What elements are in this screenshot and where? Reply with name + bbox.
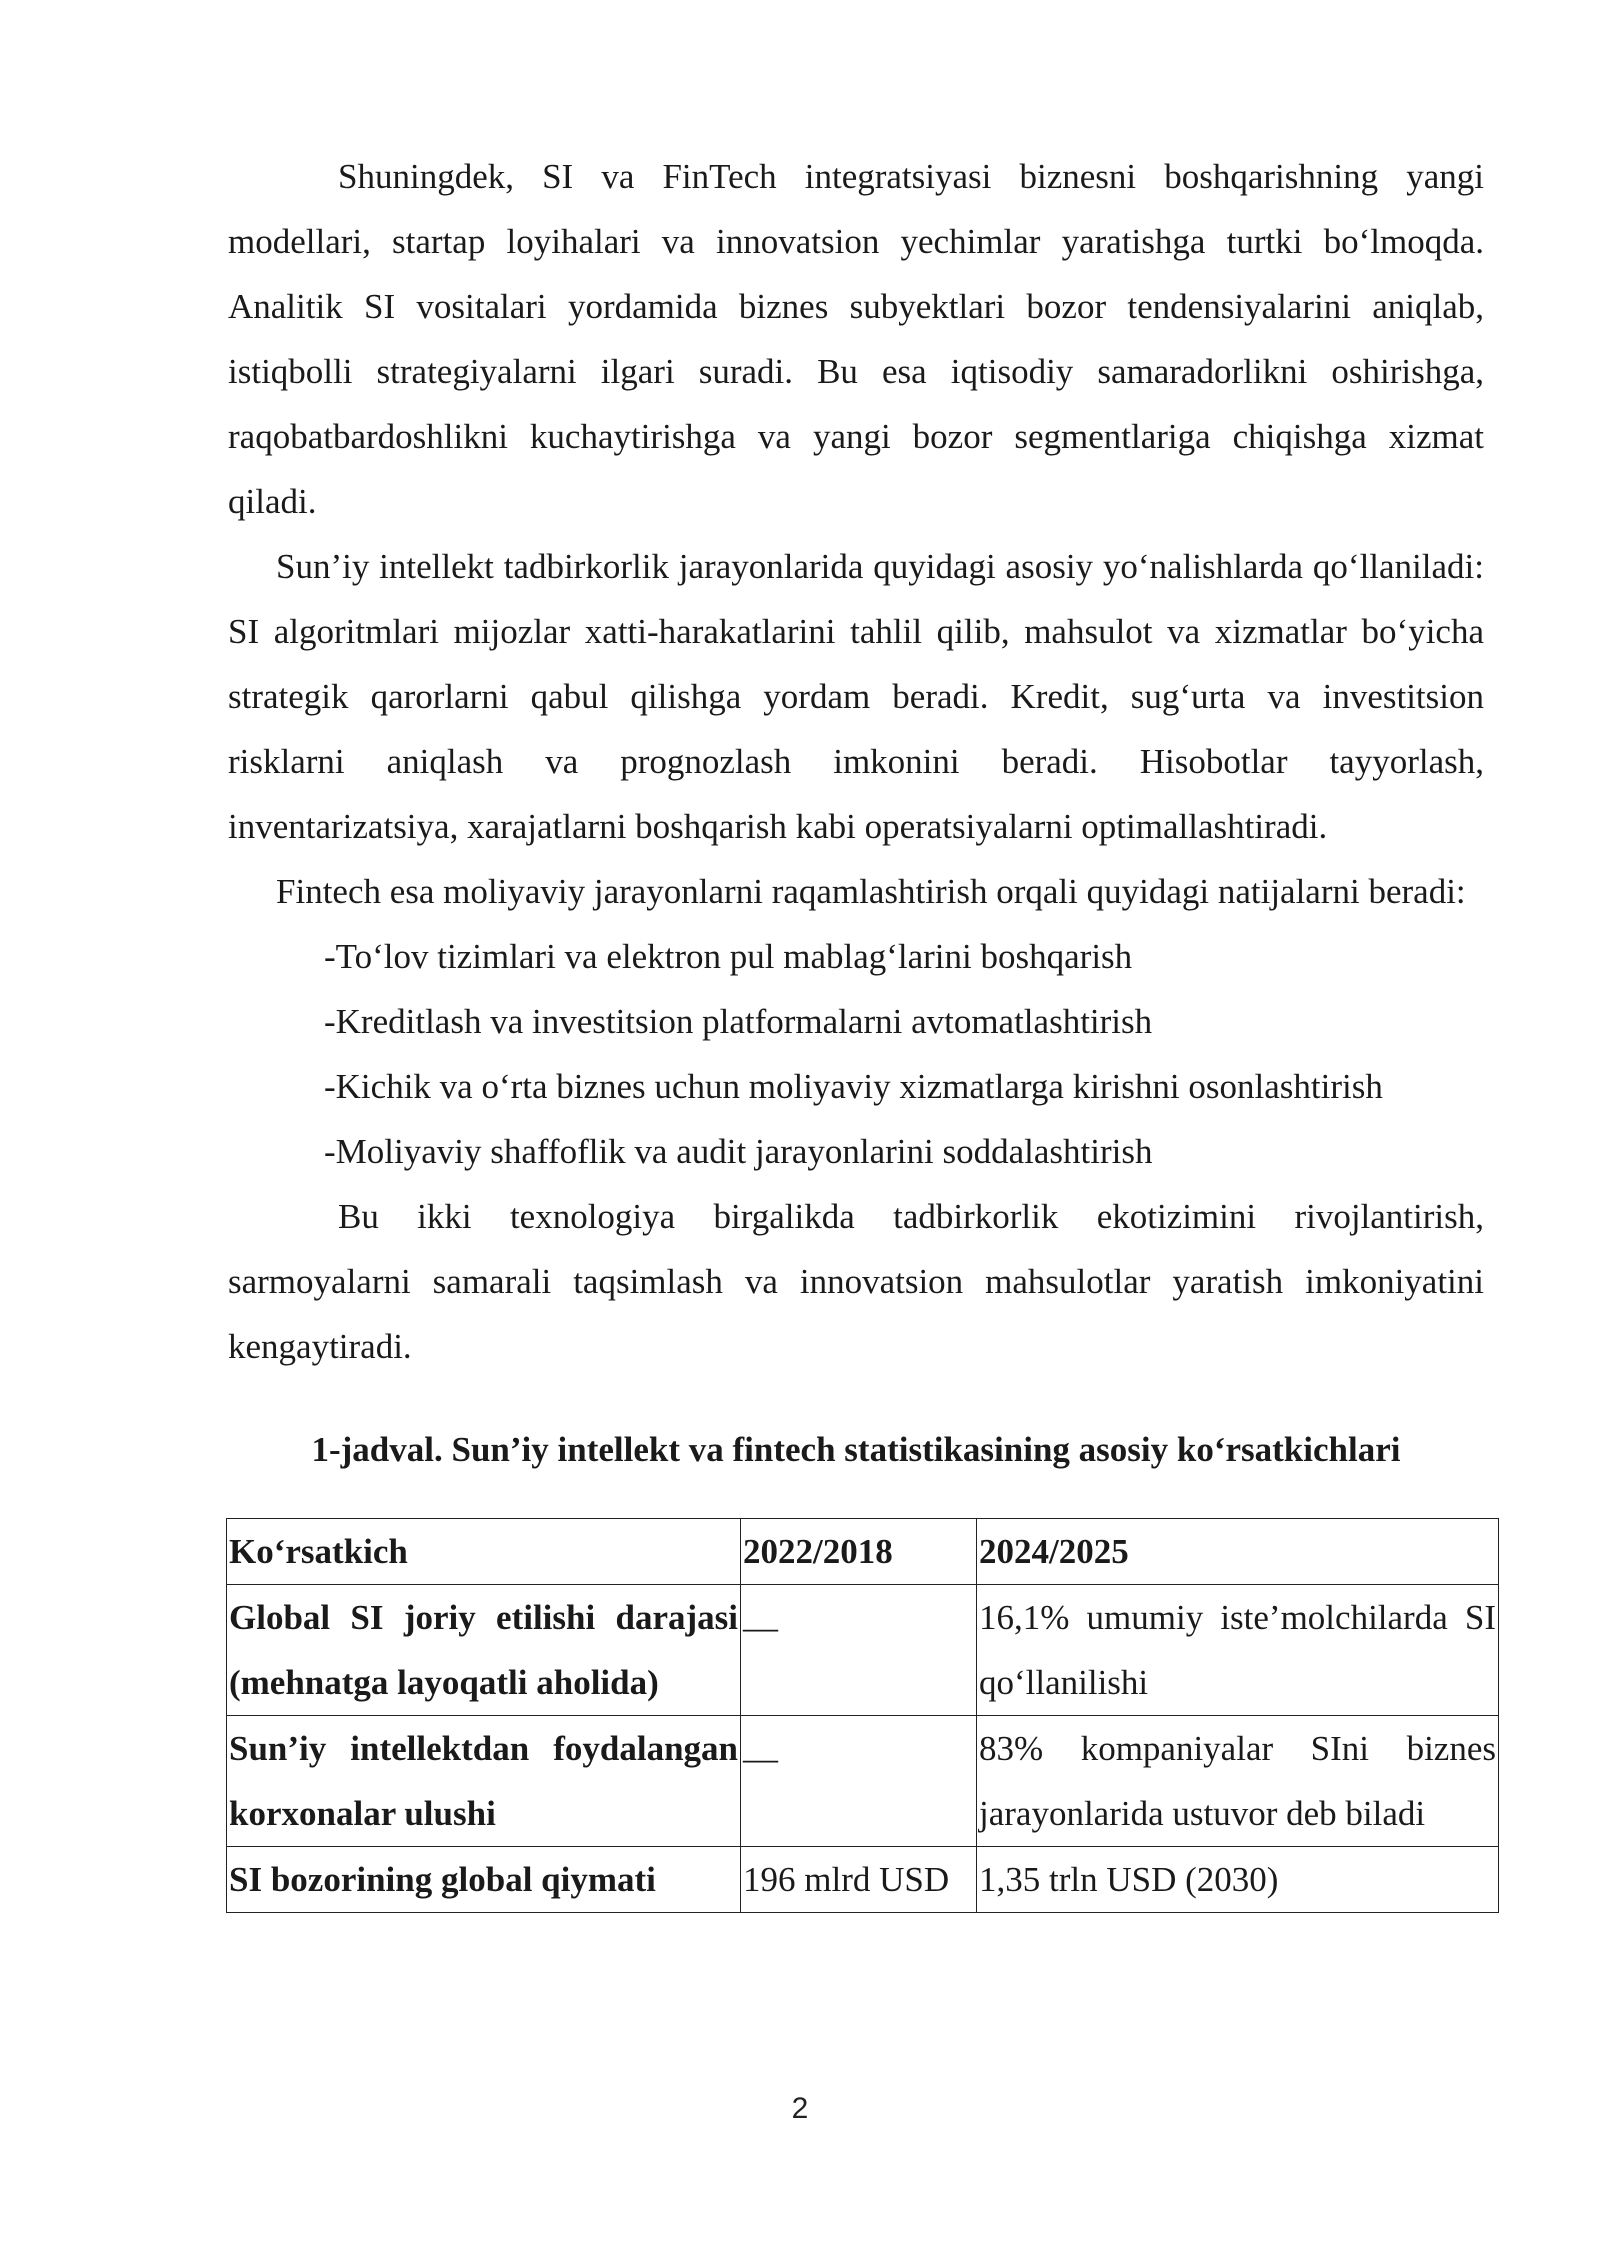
header-cell-2024-2025: 2024/2025 — [977, 1519, 1499, 1585]
header-cell-2022-2018: 2022/2018 — [741, 1519, 977, 1585]
list-item: -Kichik va oʻrta biznes uchun moliyaviy xizmatlarga kirishni osonlashtirish — [324, 1067, 1383, 1106]
list-item: -Kreditlash va investitsion platformalarni avtomatlashtirish — [324, 1002, 1153, 1041]
paragraph-2: Sun’iy intellekt tadbirkorlik jarayonlarida quyidagi asosiy yoʻnalishlarda qoʻllaniladi: SI algoritmlari mijozlar xatti-harakatlarini tahlil qilib, mahsulot va xizmatlar boʻyicha strategik qarorlarni qabul qilishga yordam beradi. Kredit, sugʻurta va investitsion risklarni aniqlash va prognozlash imkonini beradi. Hisobotlar tayyorlash, inventarizatsiya, xarajatlarni boshqarish kabi operatsiyalarni optimallashtiradi. — [228, 547, 1484, 846]
paragraph-4: Bu ikki texnologiya birgalikda tadbirkorlik ekotizimini rivojlantirish, sarmoyalarni samarali taqsimlash va innovatsion mahsulotlar yaratish imkoniyatini kengaytiradi. — [228, 1197, 1484, 1366]
table-cell: — — [741, 1716, 977, 1847]
document-page — [228, 144, 1496, 1913]
table-cell: 1,35 trln USD (2030) — [977, 1847, 1499, 1913]
table-cell: Global SI joriy etilishi darajasi (mehnatga layoqatli aholida) — [227, 1585, 741, 1716]
table-cell: Sun’iy intellektdan foydalangan korxonalar ulushi — [227, 1716, 741, 1847]
table-cell: 83% kompaniyalar SIni biznes jarayonlarida ustuvor deb biladi — [977, 1716, 1499, 1847]
header-cell-indicator: Koʻrsatkich — [227, 1519, 741, 1585]
table-cell: 196 mlrd USD — [741, 1847, 977, 1913]
paragraph-3: Fintech esa moliyaviy jarayonlarni raqamlashtirish orqali quyidagi natijalarni beradi: — [276, 872, 1466, 911]
table-cell: 16,1% umumiy iste’molchilarda SI qoʻllanilishi — [977, 1585, 1499, 1716]
table-cell: — — [741, 1585, 977, 1716]
table-caption: 1-jadval. Sun’iy intellekt va fintech statistikasining asosiy koʻrsatkichlari — [311, 1430, 1401, 1469]
list-item: -Toʻlov tizimlari va elektron pul mablagʻlarini boshqarish — [324, 937, 1133, 976]
table-row — [227, 1716, 1499, 1847]
page-number: 2 — [791, 2092, 809, 2125]
statistics-table — [226, 1518, 1499, 1913]
table-row — [227, 1847, 1499, 1913]
table-cell: SI bozorining global qiymati — [227, 1847, 741, 1913]
paragraph-1: Shuningdek, SI va FinTech integratsiyasi biznesni boshqarishning yangi modellari, startap loyihalari va innovatsion yechimlar yaratishga turtki boʻlmoqda. Analitik SI vositalari yordamida biznes subyektlari bozor tendensiyalarini aniqlab, istiqbolli strategiyalarni ilgari suradi. Bu esa iqtisodiy samaradorlikni oshirishga, raqobatbardoshlikni kuchaytirishga va yangi bozor segmentlariga chiqishga xizmat qiladi. — [228, 157, 1484, 521]
list-item: -Moliyaviy shaffoflik va audit jarayonlarini soddalashtirish — [324, 1132, 1153, 1171]
table-header-row — [227, 1519, 1499, 1585]
table-row — [227, 1585, 1499, 1716]
bullet-list — [228, 924, 1484, 1184]
